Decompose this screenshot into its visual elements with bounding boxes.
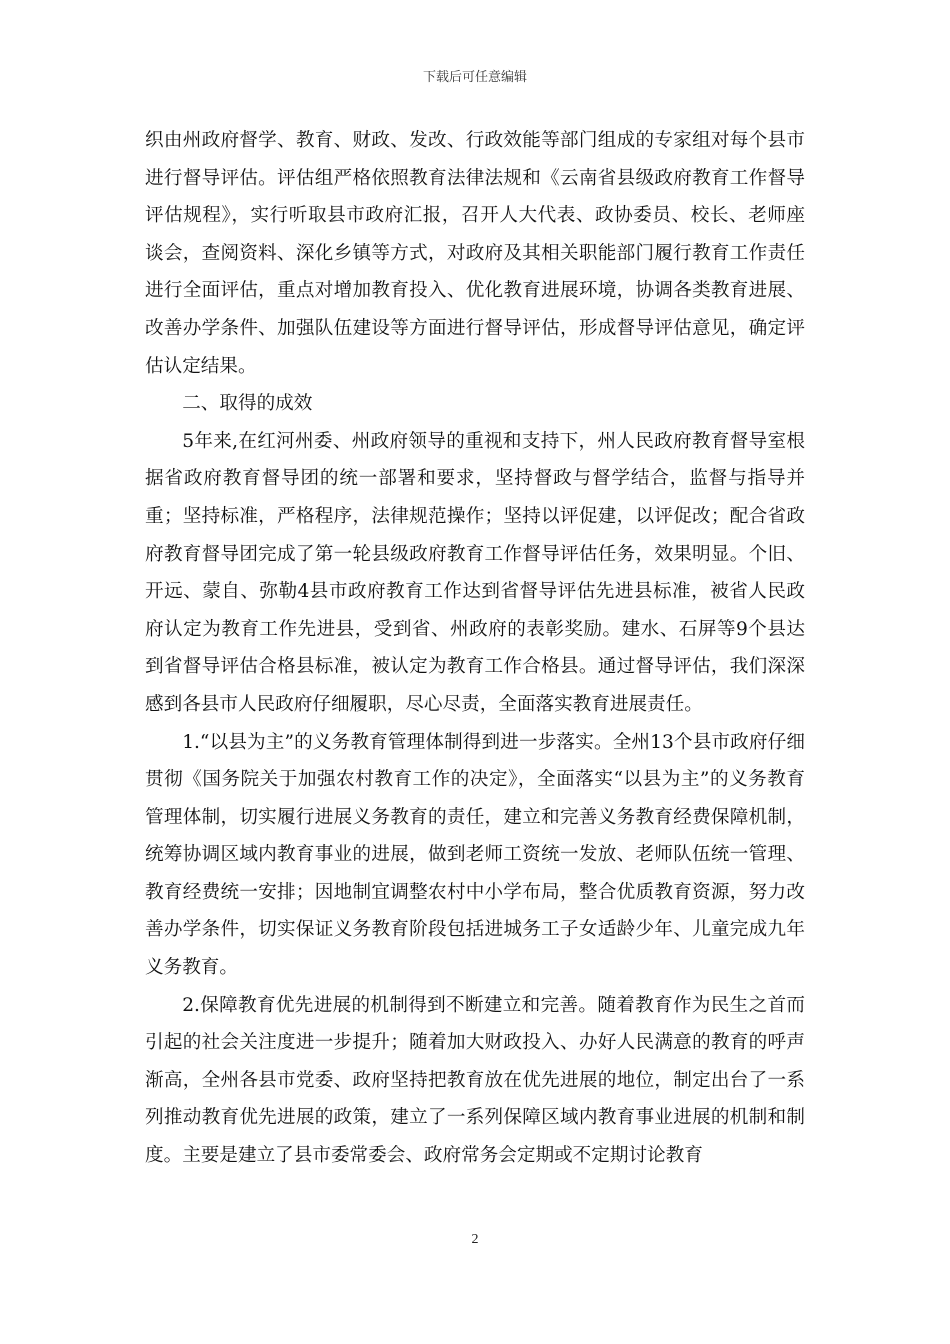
paragraph-item-1: 1.“以县为主”的义务教育管理体制得到进一步落实。全州13个县市政府仔细贯彻《国务院关于加强农村教育工作的决定》，全面落实“以县为主”的义务教育管理体制，切实履行进展义务教育的责任，建立和完善义务教育经费保障机制，统筹协调区域内教育事业的进展，做到老师工资统一发放、老师队伍统一管理、教育经费统一安排；因地制宜调整农村中小学布局，整合优质教育资源，努力改善办学条件，切实保证义务教育阶段包括进城务工子女适龄少年、儿童完成九年义务教育。 bbox=[145, 731, 805, 979]
section-heading: 二、取得的成效 bbox=[182, 393, 313, 415]
paragraph-item-2: 2.保障教育优先进展的机制得到不断建立和完善。随着教育作为民生之首而引起的社会关注度进一步提升；随着加大财政投入、办好人民满意的教育的呼声渐高，全州各县市党委、政府坚持把教育放在优先进展的地位，制定出台了一系列推动教育优先进展的政策，建立了一系列保障区域内教育事业进展的机制和制度。主要是建立了县市委常委会、政府常务会定期或不定期讨论教育 bbox=[145, 994, 805, 1167]
page-header: 下载后可任意编辑 bbox=[422, 70, 527, 85]
paragraph-achievements: 5年来,在红河州委、州政府领导的重视和支持下，州人民政府教育督导室根据省政府教育督导团的统一部署和要求，坚持督政与督学结合，监督与指导并重；坚持标准，严格程序，法律规范操作；坚持以评促建，以评促改；配合省政府教育督导团完成了第一轮县级政府教育工作督导评估任务，效果明显。个旧、开远、蒙自、弥勒4县市政府教育工作达到省督导评估先进县标准，被省人民政府认定为教育工作先进县，受到省、州政府的表彰奖励。建水、石屏等9个县达到省督导评估合格县标准，被认定为教育工作合格县。通过督导评估，我们深深感到各县市人民政府仔细履职，尽心尽责，全面落实教育进展责任。 bbox=[145, 430, 805, 715]
document-body bbox=[145, 122, 805, 1175]
paragraph-continuation: 织由州政府督学、教育、财政、发改、行政效能等部门组成的专家组对每个县市进行督导评估。评估组严格依照教育法律法规和《云南省县级政府教育工作督导评估规程》，实行听取县市政府汇报，召开人大代表、政协委员、校长、老师座谈会，查阅资料、深化乡镇等方式，对政府及其相关职能部门履行教育工作责任进行全面评估，重点对增加教育投入、优化教育进展环境，协调各类教育进展、改善办学条件、加强队伍建设等方面进行督导评估，形成督导评估意见，确定评估认定结果。 bbox=[145, 130, 805, 377]
page-number: 2 bbox=[471, 1232, 479, 1247]
